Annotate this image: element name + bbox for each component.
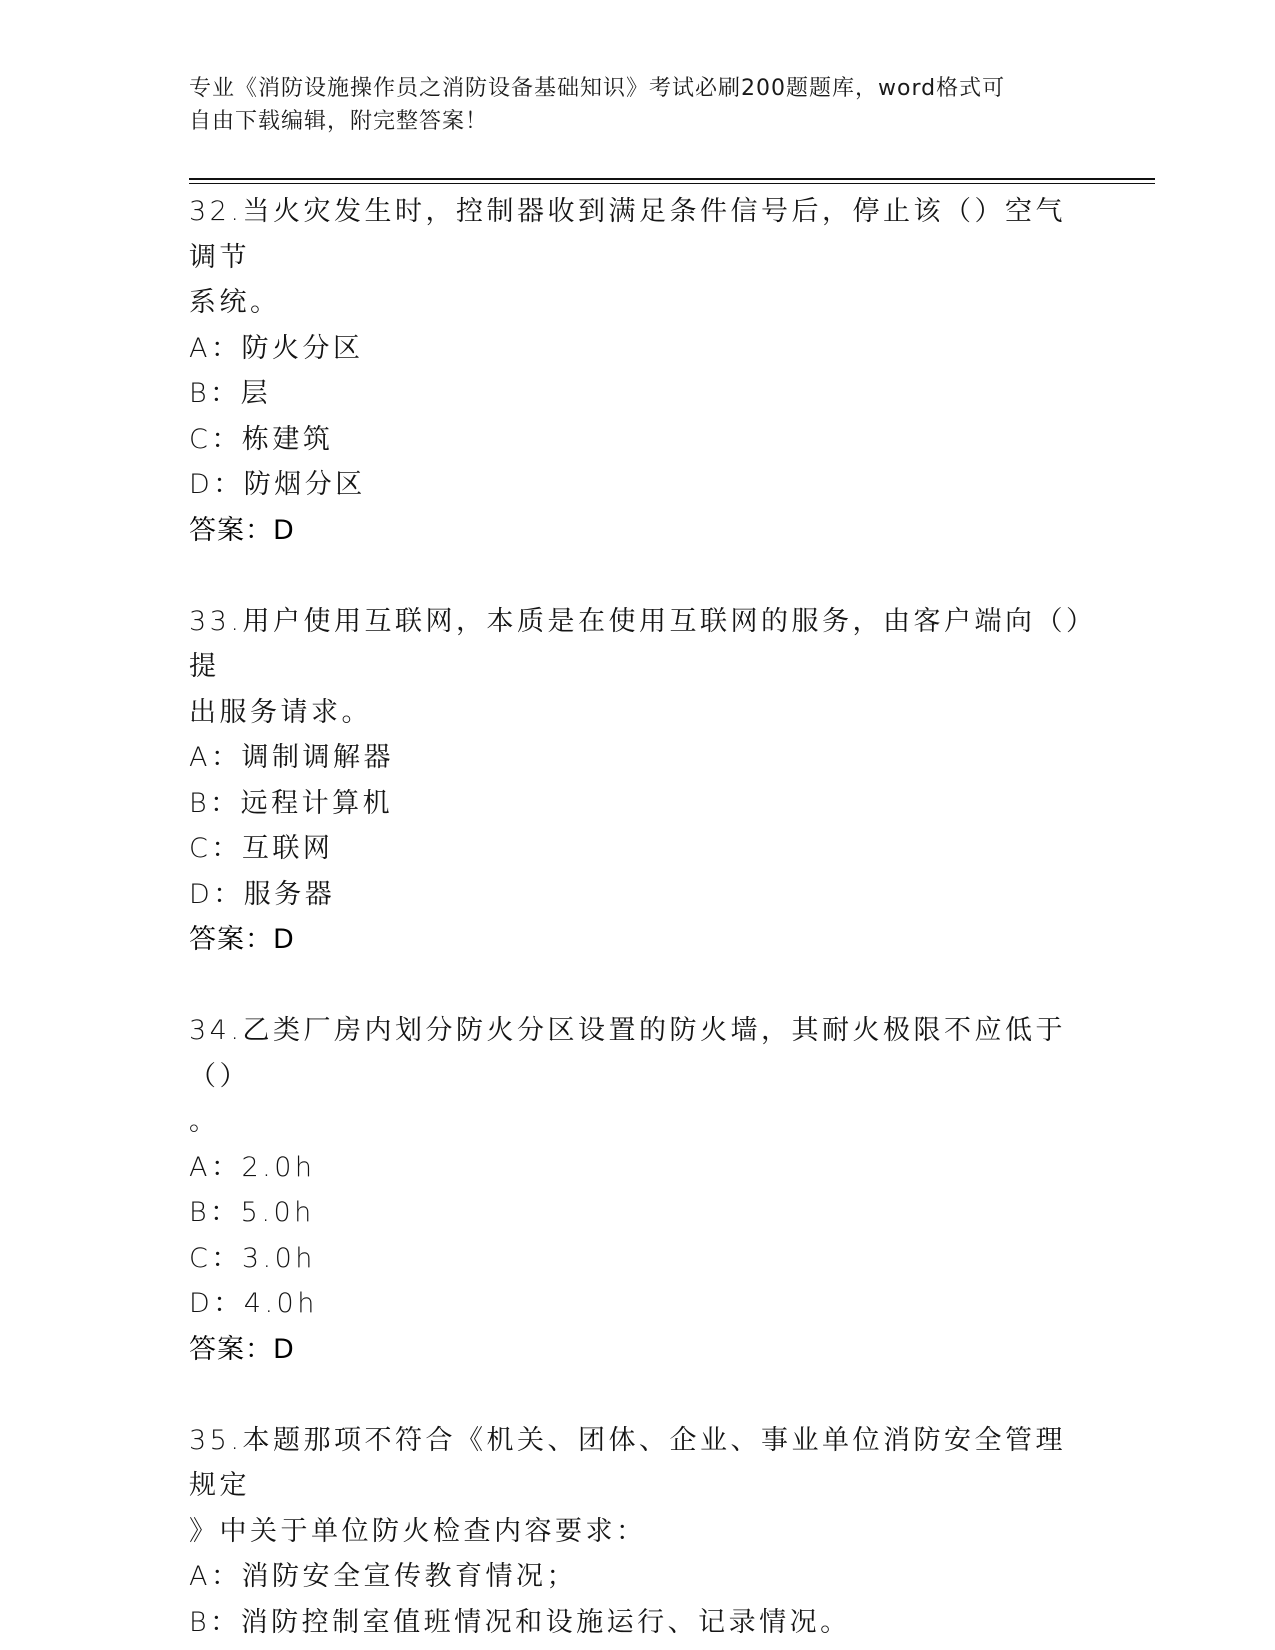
question-stem-line: 。: [189, 1106, 220, 1137]
question-stem-line: 系统。: [189, 287, 281, 318]
question-stem-line: 34.乙类厂房内划分防火分区设置的防火墙，其耐火极限不应低于（）: [189, 1015, 1066, 1092]
answer-line: 答案：D: [189, 514, 295, 546]
header-line-1: 专业《消防设施操作员之消防设备基础知识》考试必刷200题题库，word格式可: [189, 76, 1006, 101]
question-stem-line: 35.本题那项不符合《机关、团体、企业、事业单位消防安全管理规定: [189, 1424, 1066, 1501]
option-c: C：互联网: [189, 833, 334, 864]
option-a: A：消防安全宣传教育情况；: [189, 1561, 577, 1592]
answer-line: 答案：D: [189, 924, 295, 955]
option-d: D：4.0h: [189, 1288, 318, 1319]
header-divider-thin: [189, 183, 1155, 184]
question-35: [189, 1418, 1089, 1646]
header-line-2: 自由下载编辑，附完整答案！: [189, 109, 489, 134]
question-32: [189, 189, 1089, 553]
option-b: B：远程计算机: [189, 787, 394, 819]
option-b: B：5.0h: [189, 1197, 315, 1228]
option-a: A：防火分区: [189, 332, 364, 364]
option-d: D：防烟分区: [189, 469, 366, 500]
question-stem-line: 33.用户使用互联网，本质是在使用互联网的服务，由客户端向（）提: [189, 605, 1083, 682]
answer-line: 答案：D: [189, 1333, 295, 1365]
question-stem-line: 32.当火灾发生时，控制器收到满足条件信号后，停止该（）空气调节: [189, 196, 1066, 273]
question-spacer: [189, 963, 1089, 1009]
option-d: D：服务器: [189, 878, 336, 910]
option-a: A：调制调解器: [189, 742, 394, 773]
option-b: B：层: [189, 378, 272, 409]
question-33: [189, 599, 1089, 963]
question-spacer: [189, 1372, 1089, 1418]
question-stem-line: 出服务请求。: [189, 696, 372, 728]
document-header: [189, 72, 1069, 138]
option-c: C：3.0h: [189, 1242, 316, 1274]
option-b: B：消防控制室值班情况和设施运行、记录情况。: [189, 1606, 851, 1638]
question-stem-line: 》中关于单位防火检查内容要求：: [189, 1515, 647, 1547]
option-a: A：2.0h: [189, 1151, 316, 1183]
header-divider-thick: [189, 178, 1155, 180]
question-34: [189, 1008, 1089, 1372]
question-list: [189, 189, 1089, 1645]
question-spacer: [189, 553, 1089, 599]
option-c: C：栋建筑: [189, 423, 334, 455]
